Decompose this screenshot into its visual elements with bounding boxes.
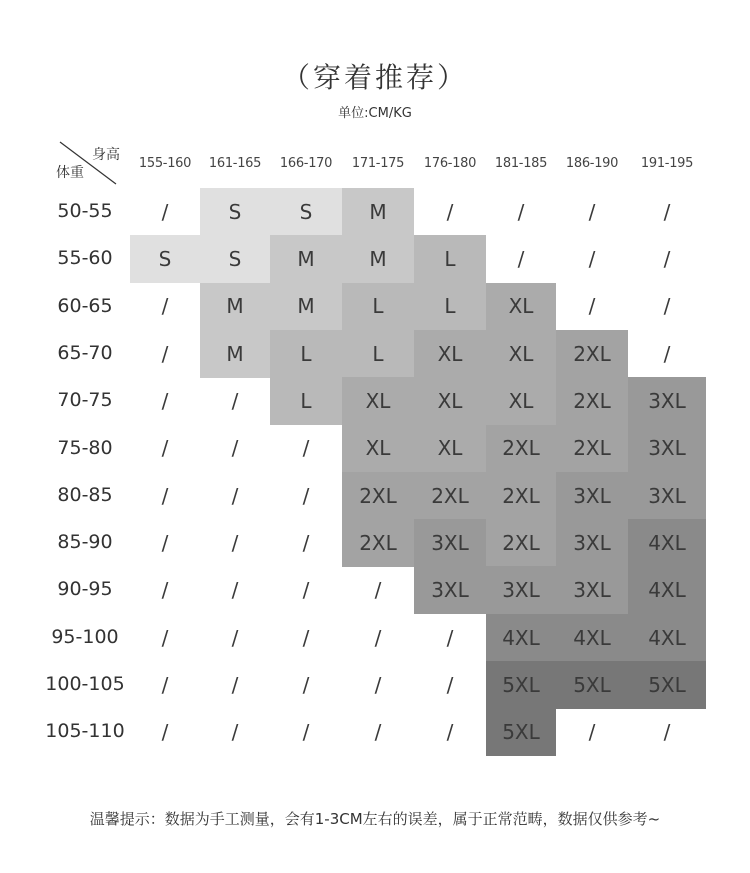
size-cell: 2XL [342, 472, 414, 520]
size-cell: L [270, 330, 342, 378]
size-cell: 2XL [342, 519, 414, 567]
size-cell: / [161, 530, 169, 555]
size-cell: / [161, 625, 169, 650]
height-axis-label: 身高 [92, 147, 120, 163]
size-cell: / [161, 483, 169, 508]
size-cell: / [231, 578, 239, 603]
size-cell: / [161, 341, 169, 366]
size-cell: L [270, 377, 342, 425]
size-cell: XL [486, 377, 556, 425]
size-cell: / [302, 720, 310, 745]
size-cell: / [231, 436, 239, 461]
size-cell: XL [414, 377, 486, 425]
size-cell: 5XL [486, 661, 556, 709]
size-cell: / [374, 720, 382, 745]
page-title: （穿着推荐） [281, 61, 468, 94]
size-cell: 2XL [556, 330, 628, 378]
size-cell: / [302, 530, 310, 555]
column-header: 181-185 [494, 156, 548, 171]
size-cell: / [663, 199, 671, 224]
size-cell: 3XL [556, 566, 628, 614]
size-cell: / [231, 389, 239, 414]
size-cell: 3XL [414, 566, 486, 614]
size-cell: S [200, 235, 270, 283]
size-cell: XL [486, 283, 556, 331]
size-cell: / [231, 720, 239, 745]
size-cell: / [446, 720, 454, 745]
size-cell: / [161, 199, 169, 224]
size-cell: 2XL [486, 519, 556, 567]
size-cell: L [414, 283, 486, 331]
size-cell: / [302, 483, 310, 508]
size-cell: 4XL [628, 519, 706, 567]
size-cell: 4XL [628, 566, 706, 614]
size-cell: L [342, 330, 414, 378]
size-cell: / [302, 436, 310, 461]
size-cell: / [663, 247, 671, 272]
row-label: 95-100 [51, 625, 119, 648]
size-cell: 5XL [486, 708, 556, 756]
size-cell: XL [414, 330, 486, 378]
size-cell: M [200, 283, 270, 331]
size-cell: / [663, 294, 671, 319]
size-cell: 4XL [486, 614, 556, 662]
size-cell: M [200, 330, 270, 378]
row-label: 50-55 [57, 200, 113, 222]
size-cell: / [161, 720, 169, 745]
table-corner-header [56, 140, 120, 186]
column-header: 186-190 [565, 156, 619, 171]
size-cell: / [446, 625, 454, 650]
size-cell: 3XL [628, 425, 706, 473]
size-cell: / [231, 530, 239, 555]
size-cell: M [342, 188, 414, 236]
size-cell: 4XL [628, 614, 706, 662]
size-cell: / [588, 720, 596, 745]
size-cell: 3XL [628, 377, 706, 425]
size-cell: M [342, 235, 414, 283]
column-header: 161-165 [208, 156, 262, 171]
size-cell: / [302, 578, 310, 603]
size-cell: / [588, 247, 596, 272]
size-cell: M [270, 235, 342, 283]
size-cell: L [414, 235, 486, 283]
size-cell: S [130, 235, 200, 283]
row-label: 80-85 [57, 483, 113, 506]
column-header: 166-170 [279, 156, 333, 171]
size-cell: / [161, 578, 169, 603]
size-cell: / [446, 672, 454, 697]
size-cell: 3XL [414, 519, 486, 567]
column-header: 155-160 [138, 156, 192, 171]
row-label: 100-105 [45, 673, 125, 695]
size-cell: / [663, 720, 671, 745]
size-cell: 2XL [556, 425, 628, 473]
row-label: 55-60 [57, 247, 113, 270]
weight-axis-label: 体重 [56, 165, 84, 181]
size-cell: / [588, 294, 596, 319]
size-cell: / [302, 672, 310, 697]
size-cell: 5XL [628, 661, 706, 709]
size-cell: / [161, 436, 169, 461]
size-cell: XL [342, 425, 414, 473]
size-cell: 3XL [556, 472, 628, 520]
size-cell: / [517, 199, 525, 224]
size-cell: / [231, 672, 239, 697]
size-cell: 2XL [486, 472, 556, 520]
size-cell: S [270, 188, 342, 236]
row-label: 85-90 [57, 531, 113, 554]
size-cell: / [161, 294, 169, 319]
size-cell: XL [414, 425, 486, 473]
row-label: 105-110 [45, 720, 125, 743]
column-header: 191-195 [640, 156, 694, 171]
row-label: 65-70 [57, 341, 113, 364]
size-cell: 3XL [556, 519, 628, 567]
column-header: 171-175 [351, 156, 405, 171]
row-label: 60-65 [57, 294, 113, 317]
size-cell: / [302, 625, 310, 650]
footer-note: 温馨提示：数据为手工测量，会有1-3CM左右的误差，属于正常范畴，数据仅供参考~ [89, 810, 661, 828]
size-cell: / [231, 483, 239, 508]
row-label: 75-80 [57, 436, 113, 459]
size-cell: / [231, 625, 239, 650]
size-cell: M [270, 283, 342, 331]
row-label: 90-95 [57, 578, 113, 601]
size-cell: 2XL [486, 425, 556, 473]
size-cell: 5XL [556, 661, 628, 709]
size-cell: / [588, 199, 596, 224]
size-cell: XL [486, 330, 556, 378]
row-label: 70-75 [57, 389, 113, 412]
size-cell: 3XL [486, 566, 556, 614]
size-cell: / [663, 341, 671, 366]
size-cell: / [446, 199, 454, 224]
size-cell: / [517, 247, 525, 272]
size-cell: 2XL [556, 377, 628, 425]
unit-label: 单位:CM/KG [338, 106, 412, 121]
size-cell: / [374, 672, 382, 697]
size-cell: XL [342, 377, 414, 425]
size-cell: / [161, 389, 169, 414]
size-cell: / [374, 578, 382, 603]
size-cell: 3XL [628, 472, 706, 520]
size-cell: 4XL [556, 614, 628, 662]
size-cell: / [374, 625, 382, 650]
size-cell: / [161, 672, 169, 697]
column-header: 176-180 [423, 156, 477, 171]
size-cell: 2XL [414, 472, 486, 520]
size-cell: S [200, 188, 270, 236]
size-cell: L [342, 283, 414, 331]
